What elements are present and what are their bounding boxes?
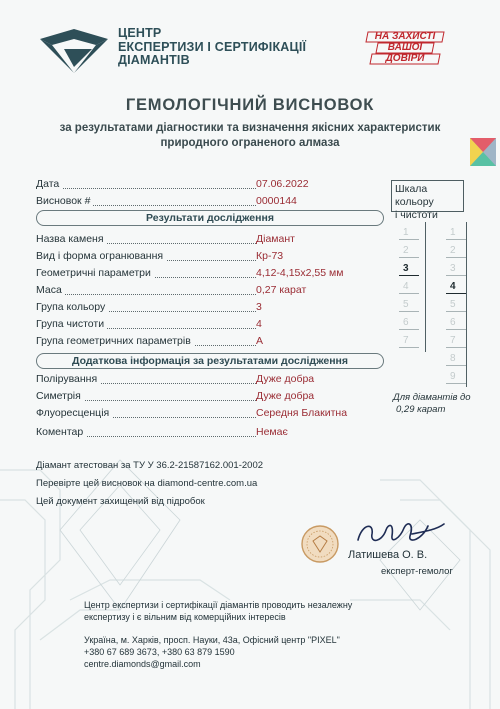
additional-label: Коментар xyxy=(36,426,86,438)
additional-row xyxy=(36,373,384,387)
clarity-scale-cell: 6 xyxy=(446,316,466,330)
clarity-scale-cell: 9 xyxy=(446,370,466,384)
certified-text: Діамант атестован за ТУ У 36.2-21587162.001-2002 xyxy=(36,460,264,471)
result-row xyxy=(36,335,384,349)
document-title: ГЕМОЛОГІЧНИЙ ВИСНОВОК xyxy=(125,96,375,114)
signature-icon xyxy=(352,514,448,552)
result-value: 4 xyxy=(256,318,262,330)
protected-text: Цей документ захищений від підробок xyxy=(36,496,205,507)
clarity-scale-cell: 1 xyxy=(446,226,466,240)
verify-site-link[interactable]: diamond-centre.com.ua xyxy=(157,478,258,489)
clarity-scale-cell: 7 xyxy=(446,334,466,348)
result-label: Геометричні параметри xyxy=(36,267,154,279)
additional-label: Симетрія xyxy=(36,390,84,402)
result-row xyxy=(36,233,384,247)
subtitle-line-2: природного ограненого алмаза xyxy=(160,137,340,149)
result-row xyxy=(36,301,384,315)
organization-name xyxy=(118,27,306,68)
clarity-scale-rule xyxy=(466,222,467,387)
result-label: Група геометричних параметрів xyxy=(36,335,194,347)
clarity-scale-cell: 4 xyxy=(446,280,466,294)
document-subtitle xyxy=(0,121,500,151)
stamp-line-1: НА ЗАХИСТІ xyxy=(374,31,436,42)
additional-value: Дуже добра xyxy=(256,390,315,402)
scale-note xyxy=(393,392,471,416)
color-scale-cell: 3 xyxy=(399,262,419,276)
color-scale-cell: 5 xyxy=(399,298,419,312)
color-scale-cell: 6 xyxy=(399,316,419,330)
stamp-line-2: ВАШОЇ xyxy=(387,42,423,53)
footer-phones: +380 67 689 3673, +380 63 879 1590 xyxy=(84,647,235,657)
subtitle-line-1: за результатами діагностики та визначення якісних характеристик xyxy=(59,122,441,134)
additional-section-header: Додаткова інформація за результатами дослідження xyxy=(36,353,384,369)
clarity-scale-cell: 2 xyxy=(446,244,466,258)
color-scale-cell: 1 xyxy=(399,226,419,240)
clarity-scale-cell: 5 xyxy=(446,298,466,312)
additional-row xyxy=(36,426,384,440)
result-value: 4,12-4,15x2,55 мм xyxy=(256,267,344,279)
additional-label: Полірування xyxy=(36,373,100,385)
verify-text xyxy=(36,478,257,489)
additional-row xyxy=(36,390,384,404)
result-label: Маса xyxy=(36,284,65,296)
color-scale-cell: 7 xyxy=(399,334,419,348)
scale-title-line-2: і чистоти xyxy=(395,209,438,221)
date-label: Дата xyxy=(36,178,62,190)
scale-title xyxy=(391,180,464,221)
org-line-1: ЦЕНТР xyxy=(118,26,162,40)
result-value: 3 xyxy=(256,301,262,313)
additional-value: Середня Блакитна xyxy=(256,407,348,419)
org-line-2: ЕКСПЕРТИЗИ І СЕРТИФІКАЦІЇ xyxy=(118,39,307,54)
color-scale-rule xyxy=(425,222,426,352)
result-label: Назва каменя xyxy=(36,233,107,245)
result-value: Діамант xyxy=(256,233,295,245)
footer-line-2: експертизу і є вільним від комерційних інтересів xyxy=(84,612,286,622)
report-number-value: 0000144 xyxy=(256,195,297,207)
result-label: Група кольору xyxy=(36,301,108,313)
additional-value: Дуже добра xyxy=(256,373,315,385)
additional-label: Флуоресценція xyxy=(36,407,112,419)
verify-prefix: Перевірте цей висновок на xyxy=(36,478,158,489)
result-row xyxy=(36,284,384,298)
result-value: Кр-73 xyxy=(256,250,284,262)
diamond-logo-icon xyxy=(36,27,112,77)
additional-value: Немає xyxy=(256,426,288,438)
result-label: Вид і форма огранювання xyxy=(36,250,166,262)
expert-name: Латишева О. В. xyxy=(348,549,428,561)
footer-address: Україна, м. Харків, просп. Науки, 43а, Офісний центр "PIXEL" xyxy=(84,635,340,645)
color-scale-cell: 4 xyxy=(399,280,419,294)
clarity-scale-cell: 3 xyxy=(446,262,466,276)
stamp-line-3: ДОВІРИ xyxy=(385,53,425,64)
seal-icon xyxy=(300,524,340,564)
trust-stamp xyxy=(364,30,446,66)
footer-email[interactable]: centre.diamonds@gmail.com xyxy=(84,659,201,669)
date-value: 07.06.2022 xyxy=(256,178,309,190)
results-section-header: Результати дослідження xyxy=(36,210,384,226)
scale-note-line-2: 0,29 карат xyxy=(396,404,446,415)
scale-title-line-1: Шкала кольору xyxy=(395,183,434,208)
meta-row-date xyxy=(36,178,384,192)
scale-note-line-1: Для діамантів до xyxy=(393,392,471,403)
meta-row-number xyxy=(36,195,384,209)
clarity-scale-cell: 8 xyxy=(446,352,466,366)
result-value: 0,27 карат xyxy=(256,284,307,296)
result-row xyxy=(36,267,384,281)
additional-row xyxy=(36,407,384,421)
result-row xyxy=(36,250,384,264)
color-scale-cell: 2 xyxy=(399,244,419,258)
expert-role: експерт-гемолог xyxy=(381,566,453,577)
result-value: А xyxy=(256,335,264,347)
result-row xyxy=(36,318,384,332)
report-number-label: Висновок # xyxy=(36,195,93,207)
result-label: Група чистоти xyxy=(36,318,107,330)
org-line-3: ДІАМАНТІВ xyxy=(118,53,190,67)
footer-line-1: Центр експертизи і сертифікації діамантів проводить незалежну xyxy=(84,600,353,610)
